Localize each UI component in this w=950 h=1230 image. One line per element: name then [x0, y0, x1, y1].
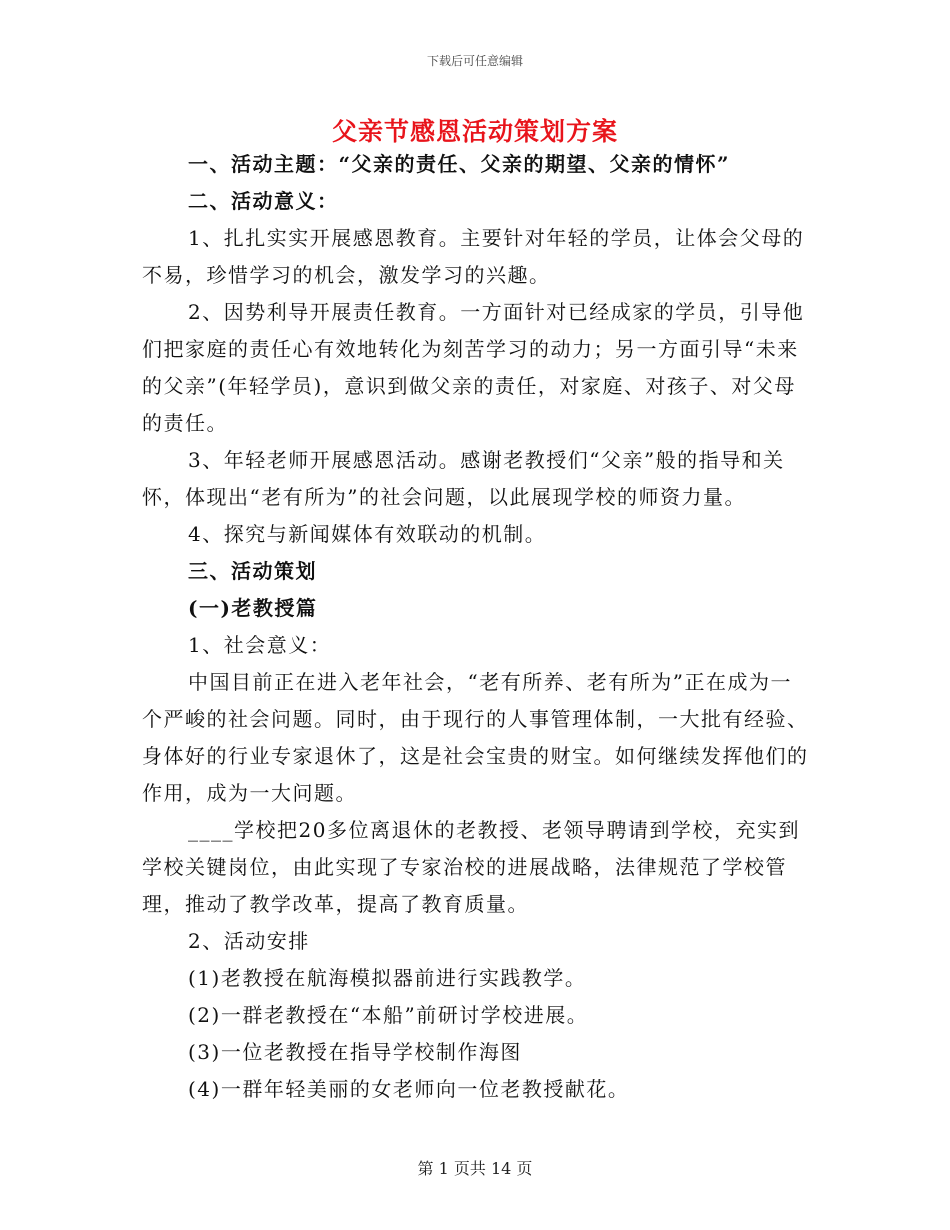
section-heading-significance: 二、活动意义： — [188, 189, 339, 213]
list-item-2: (2)一群老教授在“本船”前研讨学校进展。 — [188, 1003, 589, 1027]
subsection-heading-professors: (一)老教授篇 — [188, 596, 318, 620]
document-body — [142, 146, 810, 1108]
page-footer: 第 1 页共 14 页 — [417, 1159, 533, 1178]
paragraph-arrangement-label: 2、活动安排 — [188, 929, 310, 953]
section-heading-theme: 一、活动主题：“父亲的责任、父亲的期望、父亲的情怀” — [188, 152, 731, 176]
paragraph-item-2: 2、因势利导开展责任教育。一方面针对已经成家的学员，引导他们把家庭的责任心有效地转化为刻苦学习的动力；另一方面引导“未来的父亲”(年轻学员)，意识到做父亲的责任，对家庭、对孩子、对父母的责任。 — [142, 300, 805, 435]
paragraph-item-3: 3、年轻老师开展感恩活动。感谢老教授们“父亲”般的指导和关怀，体现出“老有所为”的社会问题，以此展现学校的师资力量。 — [142, 448, 785, 509]
paragraph-item-4: 4、探究与新闻媒体有效联动的机制。 — [188, 522, 547, 546]
page-header: 下载后可任意编辑 — [426, 54, 523, 68]
paragraph-social-meaning: 中国目前正在进入老年社会，“老有所养、老有所为”正在成为一个严峻的社会问题。同时，由于现行的人事管理体制，一大批有经验、身体好的行业专家退休了，这是社会宝贵的财宝。如何继续发挥他们的作用，成为一大问题。 — [142, 670, 809, 805]
paragraph-item-1: 1、扎扎实实开展感恩教育。主要针对年轻的学员，让体会父母的不易，珍惜学习的机会，激发学习的兴趣。 — [142, 226, 805, 287]
paragraph-social-meaning-label: 1、社会意义： — [188, 633, 332, 657]
paragraph-school-practice: ____学校把20多位离退休的老教授、老领导聘请到学校，充实到学校关键岗位，由此实现了专家治校的进展战略，法律规范了学校管理，推动了教学改革，提高了教育质量。 — [142, 818, 800, 916]
document-title: 父亲节感恩活动策划方案 — [331, 117, 618, 146]
list-item-3: (3)一位老教授在指导学校制作海图 — [188, 1040, 522, 1064]
list-item-4: (4)一群年轻美丽的女老师向一位老教授献花。 — [188, 1077, 630, 1101]
list-item-1: (1)老教授在航海模拟器前进行实践教学。 — [188, 966, 587, 990]
section-heading-planning: 三、活动策划 — [188, 559, 317, 583]
